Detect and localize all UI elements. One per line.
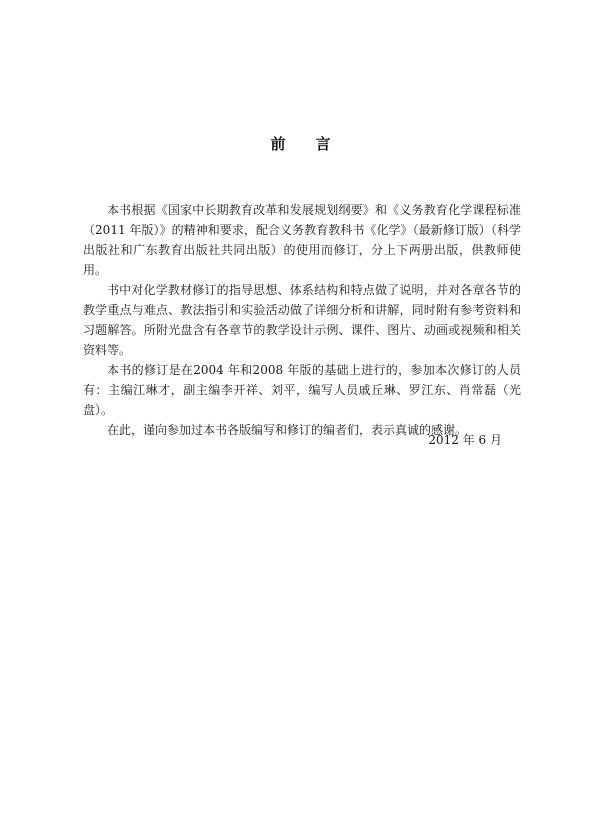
paragraph-3: 本书的修订是在2004 年和2008 年版的基础上进行的，参加本次修订的人员有：主编江琳才，副主编李开祥、刘平，编写人员戚丘琳、罗江东、肖常磊（光盘）。	[83, 363, 521, 417]
page-title: 前言	[270, 135, 361, 153]
paragraph-1: 本书根据《国家中长期教育改革和发展规划纲要》和《义务教育化学课程标准（2011 年版）》的精神和要求，配合义务教育教科书《化学》（最新修订版）（科学出版社和广东教育出版社共同出版）的使用而修订，分上下两册出版，供教师使用。	[83, 203, 521, 277]
preface-body	[83, 200, 521, 440]
signature-date: 2012 年 6 月	[428, 433, 502, 447]
paragraph-4: 在此，谨向参加过本书各版编写和修订的编者们，表示真诚的感谢。	[107, 423, 468, 437]
paragraph-2: 书中对化学教材修订的指导思想、体系结构和特点做了说明，并对各章各节的教学重点与难点、教法指引和实验活动做了详细分析和讲解，同时附有参考资料和习题解答。所附光盘含有各章节的教学设计示例、课件、图片、动画或视频和相关资料等。	[83, 283, 521, 357]
